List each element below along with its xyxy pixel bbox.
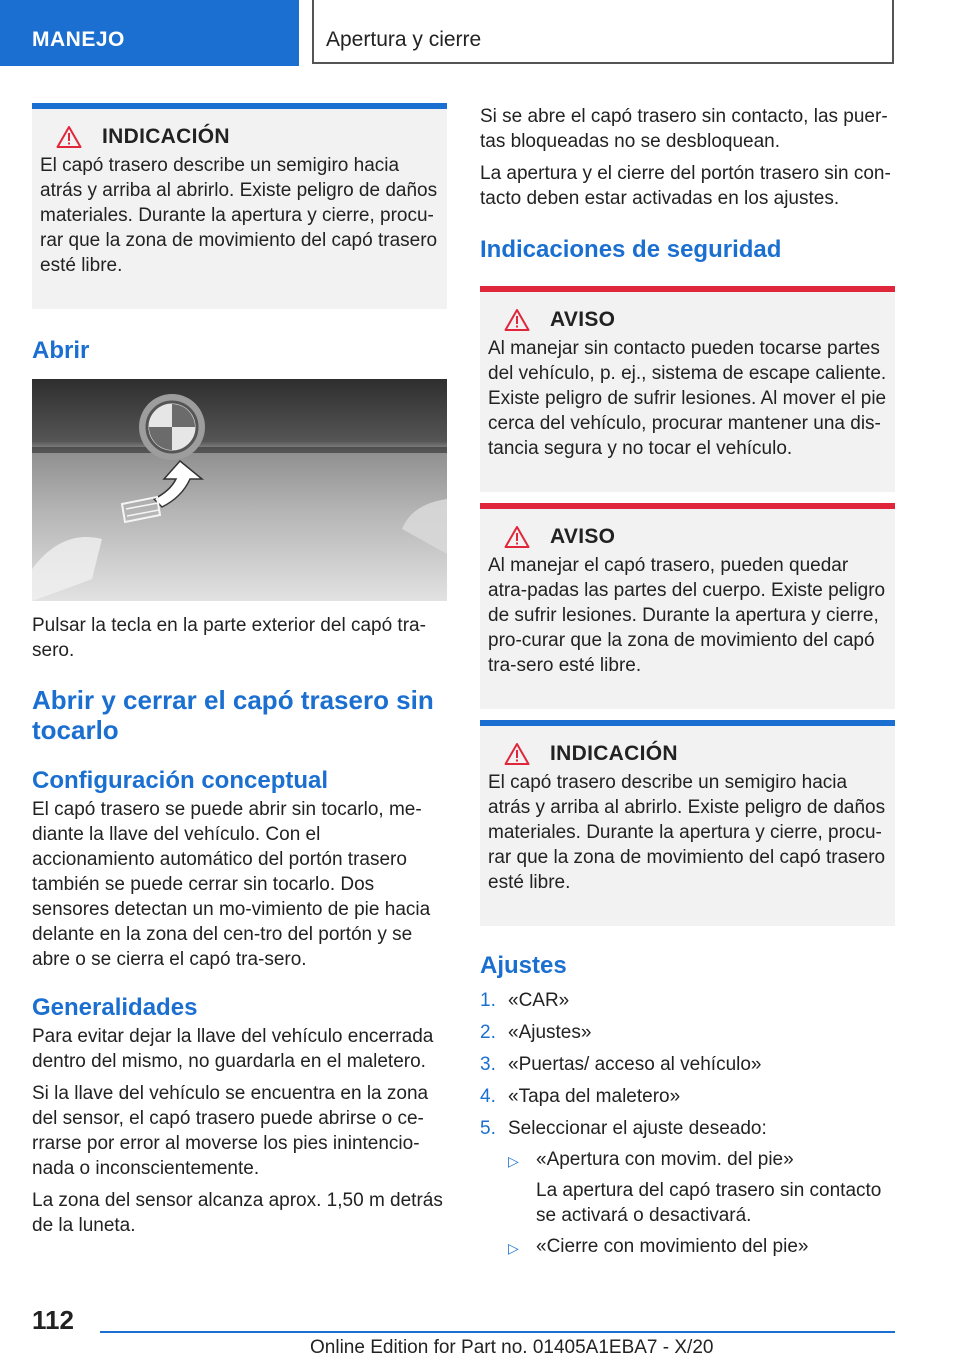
warning-triangle-icon <box>56 125 82 149</box>
config-text: El capó trasero se puede abrir sin tocarlo, me-diante la llave del vehículo. Con el accionamiento automático del portón trasero también se puede cerrar sin tocarlo. Dos sensores detectan un mo-vimiento de pie hacia delante en la zona del cen-tro del portón y se abre o se cierra el capó tra-sero. <box>32 799 431 970</box>
general-text-2: Si la llave del vehículo se encuentra en la zona del sensor, el capó trasero puede abrirse o ce-rrarse por error al moverse los pies inintencio-nada o inconscientemente. <box>32 1083 429 1179</box>
general-text-1: Para evitar dejar la llave del vehículo encerrada dentro del mismo, no guardarla en el maletero. <box>32 1026 434 1072</box>
settings-steps <box>480 988 895 1261</box>
list-item: 4. «Tapa del maletero» <box>480 1086 681 1107</box>
heading-abrir: Abrir <box>32 337 90 364</box>
aviso-box-1 <box>480 286 895 492</box>
list-item: 5. Seleccionar el ajuste deseado: ▷ «Apertura con movim. del pie» La apertura del capó trasero sin contacto se activará o desactivará. ▷ «Cierre con movimiento del pie» <box>480 1116 895 1261</box>
warning-triangle-icon <box>504 742 530 766</box>
heading-configuracion: Configuración conceptual <box>32 767 329 794</box>
aviso-text: Al manejar sin contacto pueden tocarse partes del vehículo, p. ej., sistema de escape caliente. Existe peligro de sufrir lesiones. Al mover el pie cerca del vehículo, procurar mantener una dis-tancia segura y no tocar el vehículo. <box>488 338 887 459</box>
list-item: 3. «Puertas/ acceso al vehículo» <box>480 1054 762 1075</box>
right-column <box>480 104 895 1268</box>
chapter-header <box>312 0 894 64</box>
warning-triangle-icon <box>504 525 530 549</box>
section-tab <box>0 0 299 66</box>
sub-option-2 <box>508 1234 895 1261</box>
triangle-bullet-icon: ▷ <box>508 1240 519 1256</box>
chapter-title: Apertura y cierre <box>326 28 482 51</box>
footer-rule <box>100 1331 895 1333</box>
trunk-button-illustration <box>32 379 447 601</box>
heading-generalidades: Generalidades <box>32 994 198 1021</box>
heading-sin-tocar: Abrir y cerrar el capó trasero sin tocarlo <box>32 685 434 745</box>
sub-option-1 <box>508 1147 895 1228</box>
sub-option-text: La apertura del capó trasero sin contacto se activará o desactivará. <box>536 1180 882 1226</box>
abrir-text: Pulsar la tecla en la parte exterior del capó tra-sero. <box>32 615 426 661</box>
aviso-title: AVISO <box>550 525 616 548</box>
note-title: INDICACIÓN <box>550 742 678 765</box>
sub-option-title: «Apertura con movim. del pie» <box>536 1149 794 1170</box>
indicacion-box-2 <box>480 720 895 926</box>
list-item: 2. «Ajustes» <box>480 1022 592 1043</box>
note-title: INDICACIÓN <box>102 125 230 148</box>
footer-edition: Online Edition for Part no. 01405A1EBA7 - X/20 <box>310 1337 714 1358</box>
trunk-photo-icon <box>32 379 447 601</box>
right-text-1: Si se abre el capó trasero sin contacto, las puer-tas bloqueadas no se desbloquean. <box>480 106 888 152</box>
section-title: MANEJO <box>32 28 125 51</box>
aviso-title: AVISO <box>550 308 616 331</box>
left-column <box>32 103 447 1238</box>
heading-seguridad: Indicaciones de seguridad <box>480 236 782 263</box>
aviso-text: Al manejar el capó trasero, pueden quedar atra-padas las partes del cuerpo. Existe peligro de sufrir lesiones. Durante la apertura y cierre, pro-curar que la zona de movimiento del capó tra-sero esté libre. <box>488 555 886 676</box>
heading-ajustes: Ajustes <box>480 952 567 979</box>
note-text: El capó trasero describe un semigiro hacia atrás y arriba al abrirlo. Existe peligro de daños materiales. Durante la apertura y cierre, procu-rar que la zona de movimiento del capó trasero esté libre. <box>40 155 438 276</box>
warning-triangle-icon <box>504 308 530 332</box>
general-text-3: La zona del sensor alcanza aprox. 1,50 m detrás de la luneta. <box>32 1190 443 1236</box>
aviso-box-2 <box>480 503 895 709</box>
indicacion-box <box>32 103 447 309</box>
triangle-bullet-icon: ▷ <box>508 1153 519 1169</box>
page-number: 112 <box>32 1305 74 1335</box>
list-item: 1. «CAR» <box>480 990 570 1011</box>
note-text: El capó trasero describe un semigiro hacia atrás y arriba al abrirlo. Existe peligro de daños materiales. Durante la apertura y cierre, procu-rar que la zona de movimiento del capó trasero esté libre. <box>488 772 886 893</box>
right-text-2: La apertura y el cierre del portón trasero sin con-tacto deben estar activadas en los ajustes. <box>480 163 891 209</box>
sub-option-title: «Cierre con movimiento del pie» <box>536 1236 809 1257</box>
